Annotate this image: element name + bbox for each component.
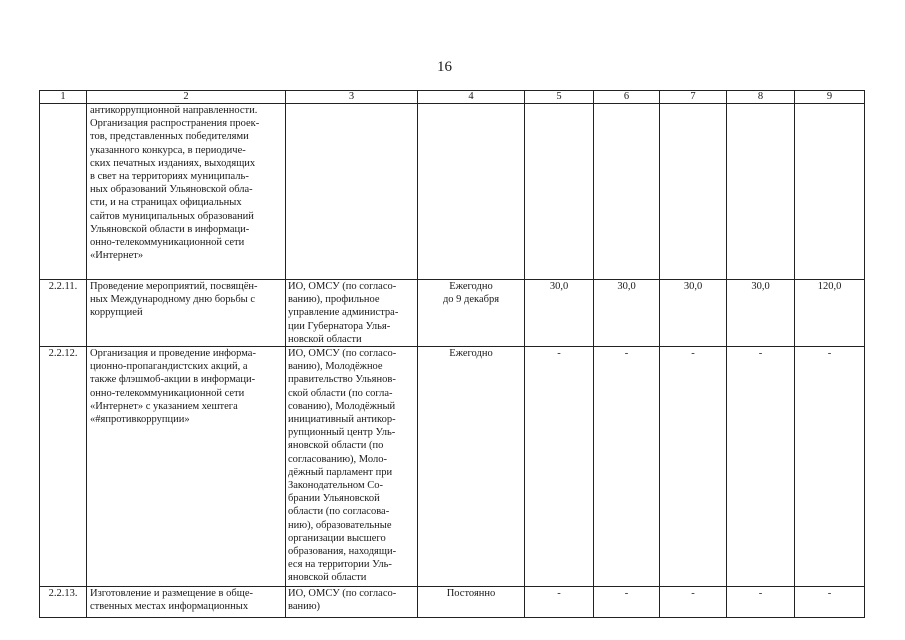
value-col7: - <box>660 347 727 587</box>
executor-text: ИО, ОМСУ (по согласо- ванию) <box>288 588 397 613</box>
value-col8 <box>727 104 795 280</box>
value-col9: - <box>795 587 865 618</box>
measure-name <box>87 104 286 280</box>
value-col6: 30,0 <box>594 280 660 347</box>
header-cell: 5 <box>525 91 594 104</box>
table-header-row <box>40 91 865 104</box>
row-number: 2.2.11. <box>40 280 87 347</box>
header-cell: 7 <box>660 91 727 104</box>
value-col6: - <box>594 347 660 587</box>
header-cell: 8 <box>727 91 795 104</box>
executor <box>286 280 418 347</box>
measure-name-text: Организация и проведение информа- ционно-пропагандистских акций, а также флэшмоб-акции в информаци- онно-телекоммуникационной сети «Интернет» с указанием хештега «#япротивкоррупции» <box>90 348 256 426</box>
page-number: 16 <box>437 59 452 75</box>
value-col5: - <box>525 347 594 587</box>
value-col7: 30,0 <box>660 280 727 347</box>
value-col9 <box>795 104 865 280</box>
measure-name-text: антикоррупционной направленности. Организация распространения проек- тов, представленных победителями указанного конкурса, в периодиче- ских печатных изданиях, выходящих в свет на территориях муниципаль- ных образований Ульяновской обла- сти, и на страницах официальных сайтов муниципальных образований Ульяновской области в информаци- онно-телекоммуникационной сети «Интернет» <box>90 105 260 262</box>
header-cell: 4 <box>418 91 525 104</box>
term-text: Ежегодно до 9 декабря <box>442 281 500 306</box>
value-col5: 30,0 <box>525 280 594 347</box>
header-cell: 3 <box>286 91 418 104</box>
table-row <box>40 347 865 587</box>
row-number: 2.2.12. <box>40 347 87 587</box>
value-col8: 30,0 <box>727 280 795 347</box>
value-col6 <box>594 104 660 280</box>
measure-name <box>87 587 286 618</box>
executor <box>286 587 418 618</box>
measures-table <box>39 90 865 618</box>
header-cell: 6 <box>594 91 660 104</box>
measure-name-text: Проведение мероприятий, посвящён- ных Международному дню борьбы с коррупцией <box>90 281 258 319</box>
value-col7 <box>660 104 727 280</box>
term <box>418 104 525 280</box>
row-number: 2.2.13. <box>40 587 87 618</box>
row-number <box>40 104 87 280</box>
header-cell: 1 <box>40 91 87 104</box>
table-row <box>40 104 865 280</box>
measure-name <box>87 280 286 347</box>
value-col5 <box>525 104 594 280</box>
term <box>418 587 525 618</box>
value-col8: - <box>727 347 795 587</box>
term-text: Ежегодно <box>449 348 493 360</box>
value-col9: - <box>795 347 865 587</box>
header-cell: 2 <box>87 91 286 104</box>
measure-name-text: Изготовление и размещение в обще- ственных местах информационных <box>90 588 253 613</box>
executor-text: ИО, ОМСУ (по согласо- ванию), профильное управление администра- ции Губернатора Улья- новской области <box>288 281 399 345</box>
executor <box>286 104 418 280</box>
table-row <box>40 280 865 347</box>
value-col6: - <box>594 587 660 618</box>
value-col5: - <box>525 587 594 618</box>
term <box>418 347 525 587</box>
table-row <box>40 587 865 618</box>
term-text: Постоянно <box>446 588 496 600</box>
executor <box>286 347 418 587</box>
measure-name <box>87 347 286 587</box>
value-col7: - <box>660 587 727 618</box>
value-col9: 120,0 <box>795 280 865 347</box>
executor-text: ИО, ОМСУ (по согласо- ванию), Молодёжное правительство Ульянов- ской области (по согла- сованию), Молодёжный инициативный антикор- рупционный центр Уль- яновской области (по согласованию), Моло- дёжный парламент при Законодательном Со- брании Ульяновской области (по согласова- нию), образовательные организации высшего образования, находящи- еся на территории Уль- яновской области <box>288 348 397 584</box>
term <box>418 280 525 347</box>
value-col8: - <box>727 587 795 618</box>
header-cell: 9 <box>795 91 865 104</box>
